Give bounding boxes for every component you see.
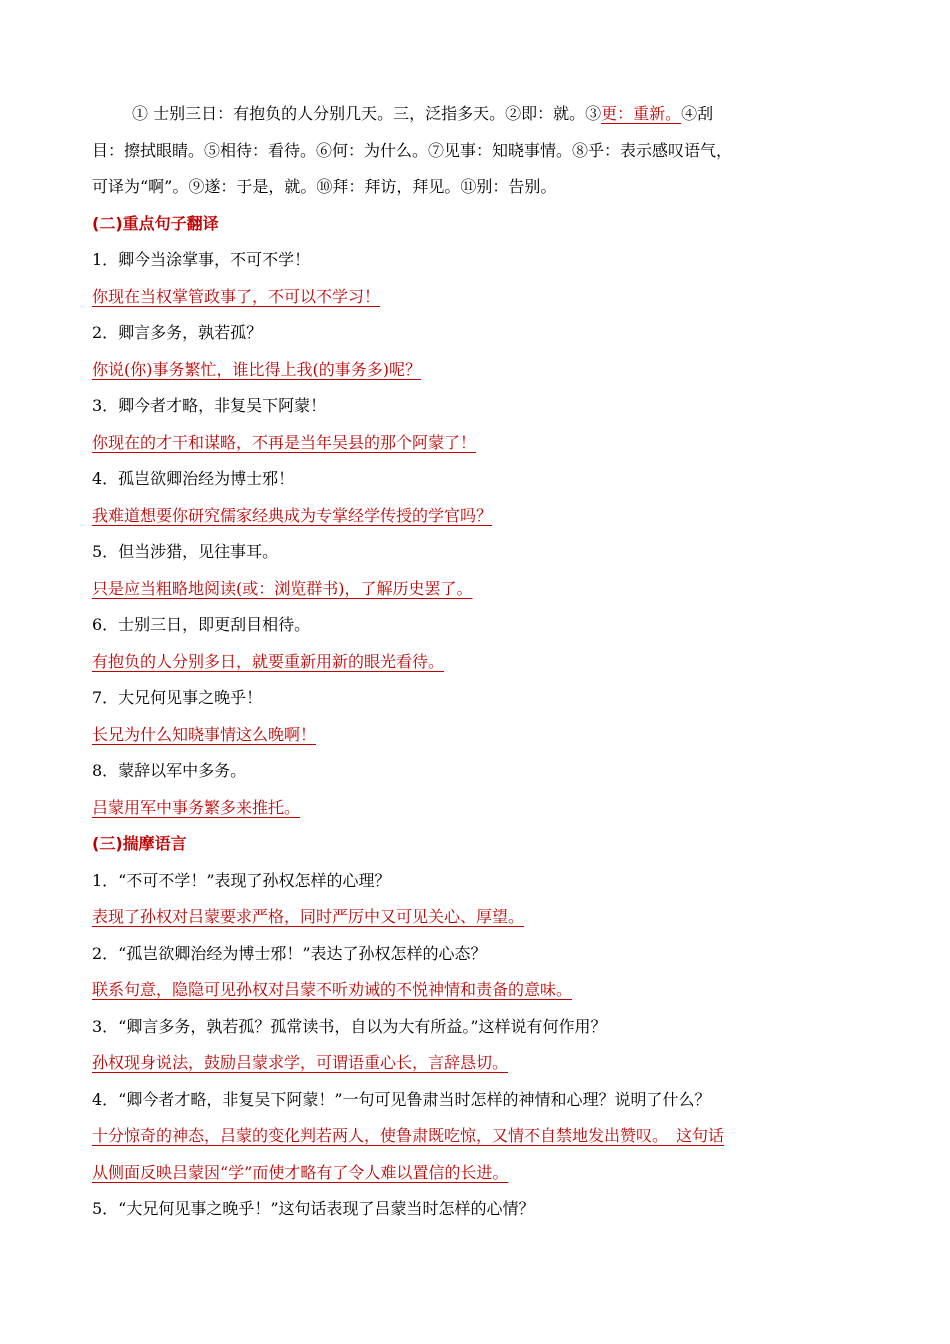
- answer: 长兄为什么知晓事情这么晚啊！: [92, 724, 317, 744]
- question: 5．但当涉猎，见往事耳。: [92, 542, 279, 561]
- question: 4．孤岂欲卿治经为博士邪！: [92, 469, 295, 488]
- document-content: [92, 96, 862, 1228]
- question: 4．“卿今者才略，非复吴下阿蒙！”一句可见鲁肃当时怎样的神情和心理？说明了什么？: [92, 1089, 711, 1109]
- question: 1．卿今当涂掌事，不可不学！: [92, 250, 311, 269]
- question: 8．蒙辞以军中多务。: [92, 761, 247, 780]
- answer: 吕蒙用军中事务繁多来推托。: [92, 797, 301, 817]
- question: 2．卿言多务，孰若孤？: [92, 323, 263, 342]
- notes-line-3: 可译为“啊”。⑨遂：于是，就。⑩拜：拜访，拜见。⑪别：告别。: [92, 177, 557, 196]
- answer: 有抱负的人分别多日，就要重新用新的眼光看待。: [92, 651, 445, 671]
- section-heading: (三)揣摩语言: [92, 834, 187, 853]
- question: 6．士别三日，即更刮目相待。: [92, 615, 311, 634]
- question: 2．“孤岂欲卿治经为博士邪！”表达了孙权怎样的心态？: [92, 943, 487, 963]
- question: 1．“不可不学！”表现了孙权怎样的心理？: [92, 870, 391, 890]
- question: 3．卿今者才略，非复吴下阿蒙！: [92, 396, 327, 415]
- answer: 你现在的才干和谋略，不再是当年吴县的那个阿蒙了！: [92, 432, 477, 452]
- question: 7．大兄何见事之晚乎！: [92, 688, 263, 707]
- answer: 表现了孙权对吕蒙要求严格，同时严厉中又可见关心、厚望。: [92, 907, 525, 926]
- answer-continued: 从侧面反映吕蒙因“学”而使才略有了令人难以置信的长进。: [92, 1162, 509, 1182]
- answer: 你说(你)事务繁忙，谁比得上我(的事务多)呢？: [92, 359, 421, 379]
- notes-highlight: 更：重新。: [601, 104, 682, 123]
- answer: 孙权现身说法，鼓励吕蒙求学，可谓语重心长，言辞恳切。: [92, 1053, 509, 1072]
- answer: 我难道想要你研究儒家经典成为专掌经学传授的学官吗？: [92, 505, 493, 525]
- answer: 联系句意，隐隐可见孙权对吕蒙不听劝诫的不悦神情和责备的意味。: [92, 980, 573, 999]
- section-heading: (二)重点句子翻译: [92, 213, 219, 233]
- notes-line-2: 目：擦拭眼睛。⑤相待：看待。⑥何：为什么。⑦见事：知晓事情。⑧乎：表示感叹语气，: [92, 140, 733, 160]
- notes-text: ① 士别三日：有抱负的人分别几天。三，泛指多天。②即：就。③: [132, 104, 602, 123]
- notes-text: ④刮: [681, 104, 714, 123]
- question: 3．“卿言多务，孰若孤？孤常读书，自以为大有所益。”这样说有何作用？: [92, 1016, 607, 1036]
- answer: 只是应当粗略地阅读(或：浏览群书)，了解历史罢了。: [92, 578, 473, 598]
- answer: 你现在当权掌管政事了，不可以不学习！: [92, 286, 381, 306]
- question: 5．“大兄何见事之晚乎！”这句话表现了吕蒙当时怎样的心情？: [92, 1199, 535, 1218]
- notes-line-1: [92, 96, 862, 133]
- answer: 十分惊奇的神态，吕蒙的变化判若两人，使鲁肃既吃惊，又情不自禁地发出赞叹。 这句话: [92, 1126, 725, 1145]
